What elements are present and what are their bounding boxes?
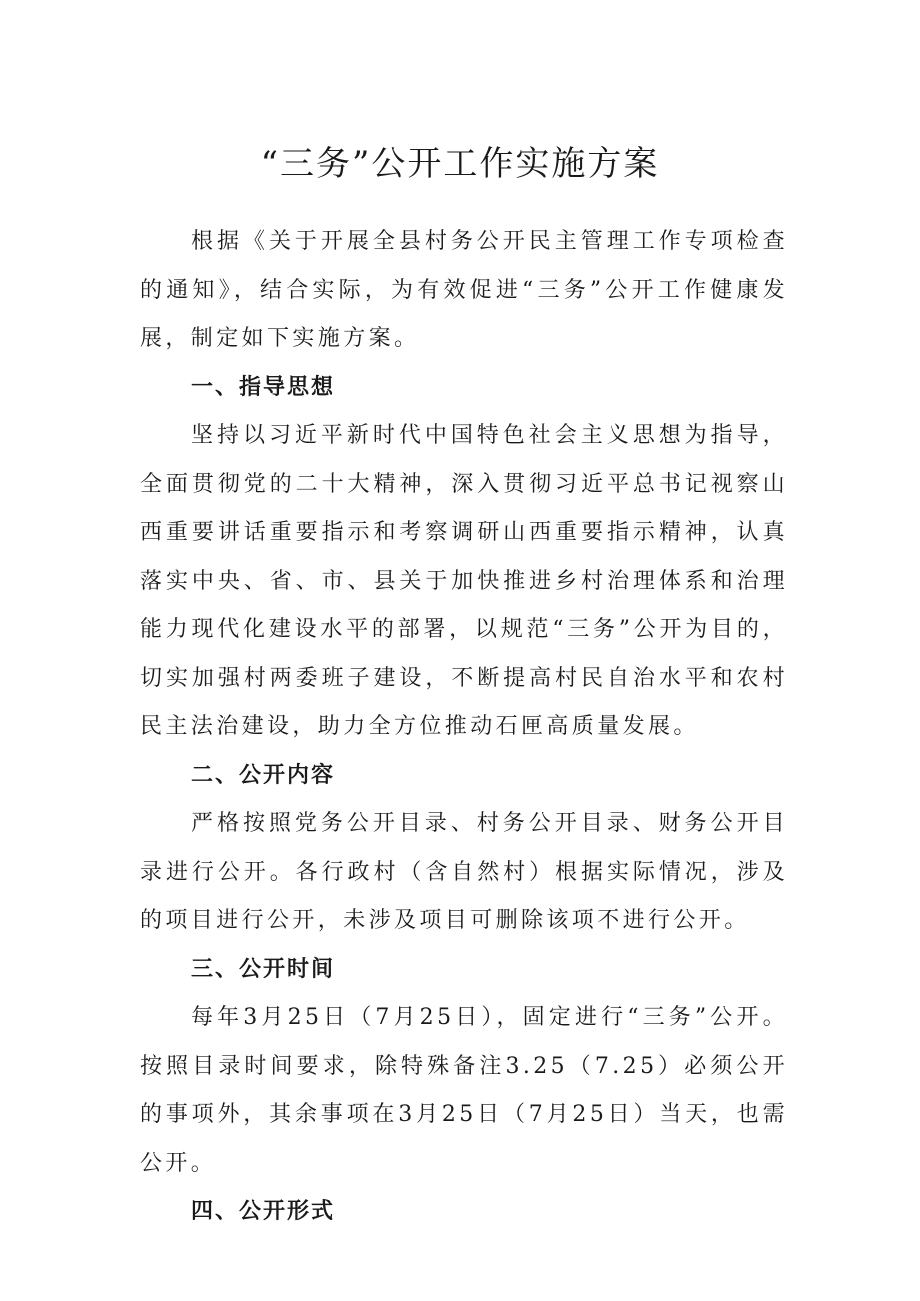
document-body	[140, 218, 788, 1237]
section-heading-disclosure-time: 三、公开时间	[191, 956, 336, 982]
document-title: “三务”公开工作实施方案	[260, 144, 660, 184]
section-heading-disclosure-form: 四、公开形式	[191, 1199, 336, 1224]
section-text-guiding-thought: 坚持以习近平新时代中国特色社会主义思想为指导，全面贯彻党的二十大精神，深入贯彻习近平总书记视察山西重要讲话重要指示和考察调研山西重要指示精神，认真落实中央、省、市、县关于加快推进乡村治理体系和治理能力现代化建设水平的部署，以规范“三务”公开为目的，切实加强村两委班子建设，不断提高村民自治水平和农村民主法治建设，助力全方位推动石匣高质量发展。	[140, 423, 788, 739]
section-text-disclosure-content: 严格按照党务公开目录、村务公开目录、财务公开目录进行公开。各行政村（含自然村）根据实际情况，涉及的项目进行公开，未涉及项目可删除该项不进行公开。	[140, 811, 788, 933]
intro-paragraph: 根据《关于开展全县村务公开民主管理工作专项检查的通知》，结合实际，为有效促进“三务”公开工作健康发展，制定如下实施方案。	[140, 229, 788, 351]
section-heading-guiding-thought: 一、指导思想	[191, 374, 336, 400]
section-text-disclosure-time: 每年3月25日（7月25日），固定进行“三务”公开。按照目录时间要求，除特殊备注3.25（7.25）必须公开的事项外，其余事项在3月25日（7月25日）当天，也需公开。	[140, 1005, 788, 1176]
section-heading-disclosure-content: 二、公开内容	[191, 762, 336, 788]
